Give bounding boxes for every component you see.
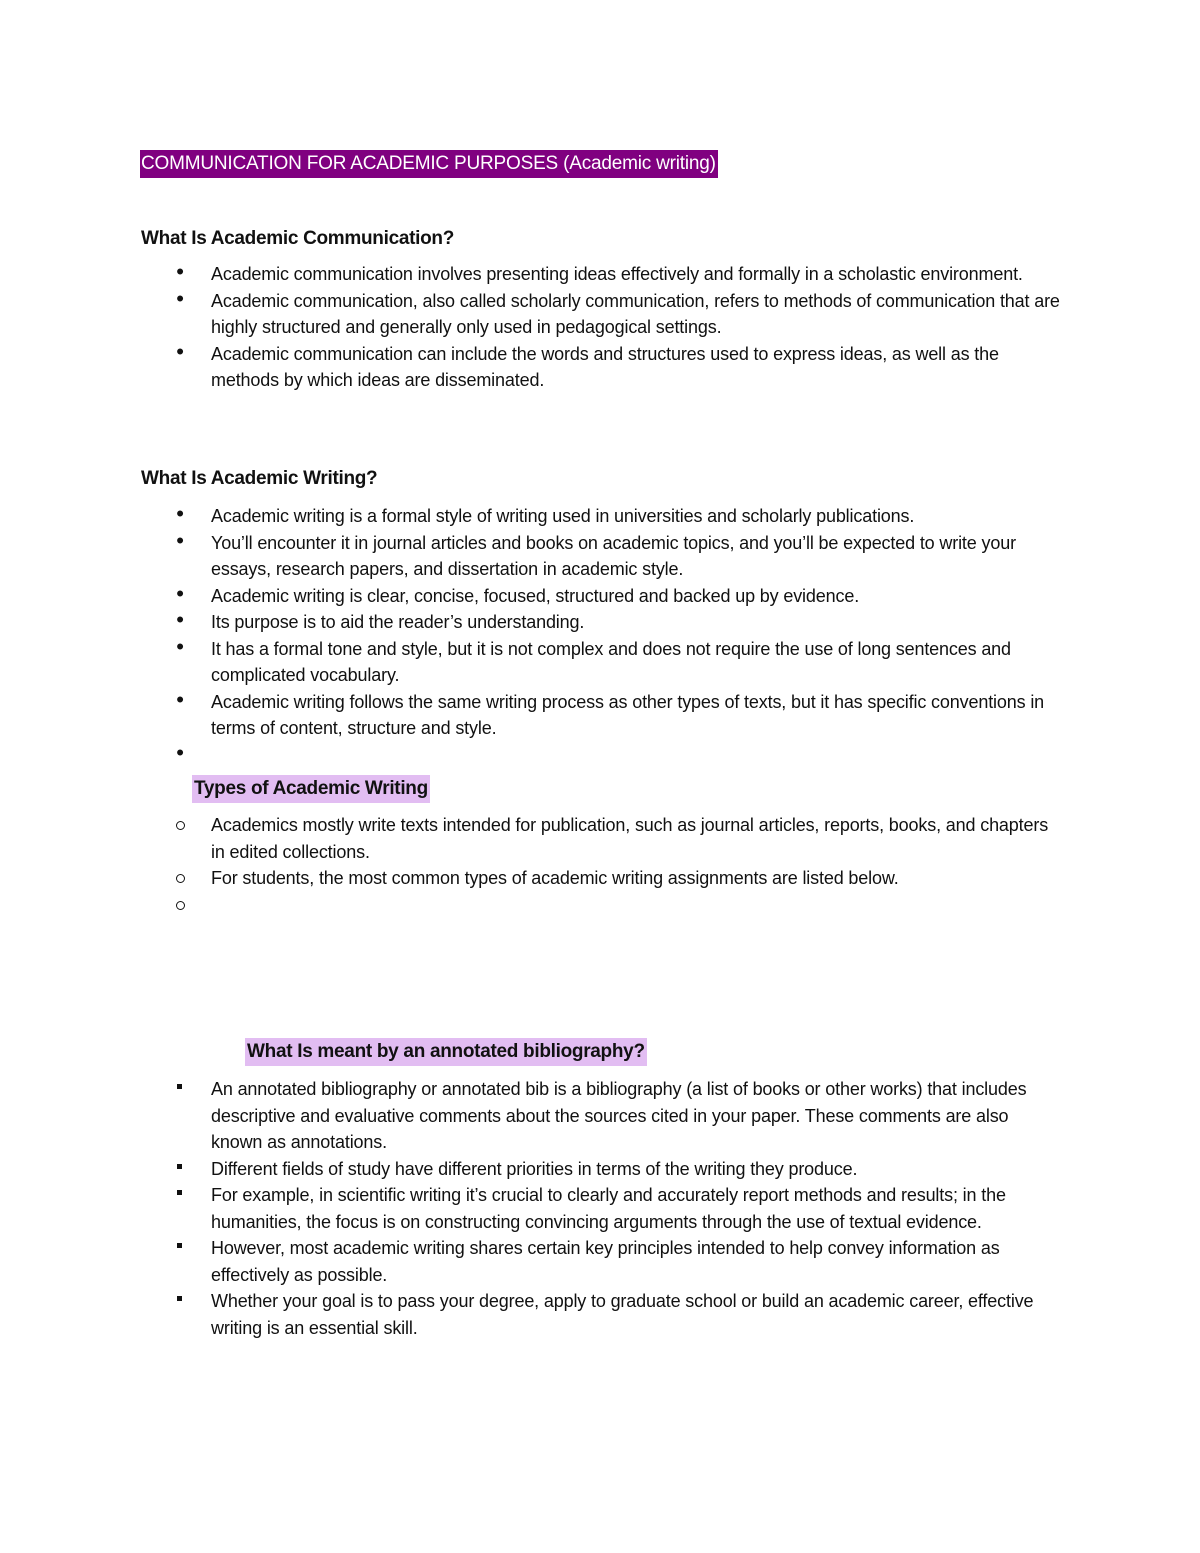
bullet-disc-icon: [173, 636, 187, 664]
list-item: • Its purpose is to aid the reader’s understanding.: [0, 609, 1063, 636]
list-item: Academics mostly write texts intended for publication, such as journal articles, reports, books, and chapters in edited collections.: [211, 815, 1049, 862]
list-item: For example, in scientific writing it’s crucial to clearly and accurately report methods and results; in the humanities, the focus is on constructing convincing arguments through the use of textual evidence.: [211, 1185, 1006, 1232]
list-item: However, most academic writing shares certain key principles intended to help convey information as effectively as possible.: [211, 1238, 1000, 1285]
list-academic-communication: [0, 261, 1200, 394]
list-item: Different fields of study have different priorities in terms of the writing they produce.: [211, 1158, 858, 1179]
bullet-disc-icon: [173, 261, 187, 289]
list-item: [0, 892, 1063, 919]
heading-academic-communication: What Is Academic Communication?: [141, 228, 455, 249]
list-item: • Academic writing is clear, concise, focused, structured and backed up by evidence.: [0, 583, 1063, 610]
bullet-disc-icon: [173, 288, 187, 316]
list-item: • Academic writing follows the same writing process as other types of texts, but it has specific conventions in terms of content, structure and style.: [0, 689, 1063, 742]
bullet-disc-icon: [173, 530, 187, 558]
bullet-disc-icon: [173, 742, 187, 770]
list-types-of-academic-writing: [0, 812, 1200, 918]
bullet-disc-icon: [173, 609, 187, 637]
heading-annotated-bibliography: What Is meant by an annotated bibliography?: [245, 1038, 647, 1066]
bullet-disc-icon: [173, 689, 187, 717]
bullet-disc-icon: [173, 503, 187, 531]
bullet-disc-icon: [173, 341, 187, 369]
list-annotated-bibliography: [0, 1076, 1200, 1341]
list-item: • It has a formal tone and style, but it is not complex and does not require the use of long sentences and complicated vocabulary.: [0, 636, 1063, 689]
list-item: • You’ll encounter it in journal articles and books on academic topics, and you’ll be expected to write your essays, research papers, and dissertation in academic style.: [0, 530, 1063, 583]
list-item: • Academic writing is a formal style of writing used in universities and scholarly publications.: [0, 503, 1063, 530]
bullet-disc-icon: [173, 583, 187, 611]
list-item: • Academic communication can include the words and structures used to express ideas, as well as the methods by which ideas are disseminated.: [0, 341, 1063, 394]
list-item: An annotated bibliography or annotated bib is a bibliography (a list of books or other works) that includes descriptive and evaluative comments about the sources cited in your paper. These comments are also known as annotations.: [211, 1079, 1027, 1152]
list-item: Whether your goal is to pass your degree, apply to graduate school or build an academic career, effective writing is an essential skill.: [211, 1291, 1034, 1338]
list-academic-writing: [0, 503, 1200, 768]
list-item: For students, the most common types of academic writing assignments are listed below.: [211, 868, 899, 888]
document-title: COMMUNICATION FOR ACADEMIC PURPOSES (Academic writing): [140, 150, 718, 178]
heading-types-of-academic-writing: Types of Academic Writing: [192, 775, 430, 803]
list-item: • Academic communication involves presenting ideas effectively and formally in a scholastic environment.: [0, 261, 1063, 288]
list-item: • Academic communication, also called scholarly communication, refers to methods of communication that are highly structured and generally only used in pedagogical settings.: [0, 288, 1063, 341]
list-item: [0, 742, 1063, 769]
heading-academic-writing: What Is Academic Writing?: [141, 468, 378, 489]
